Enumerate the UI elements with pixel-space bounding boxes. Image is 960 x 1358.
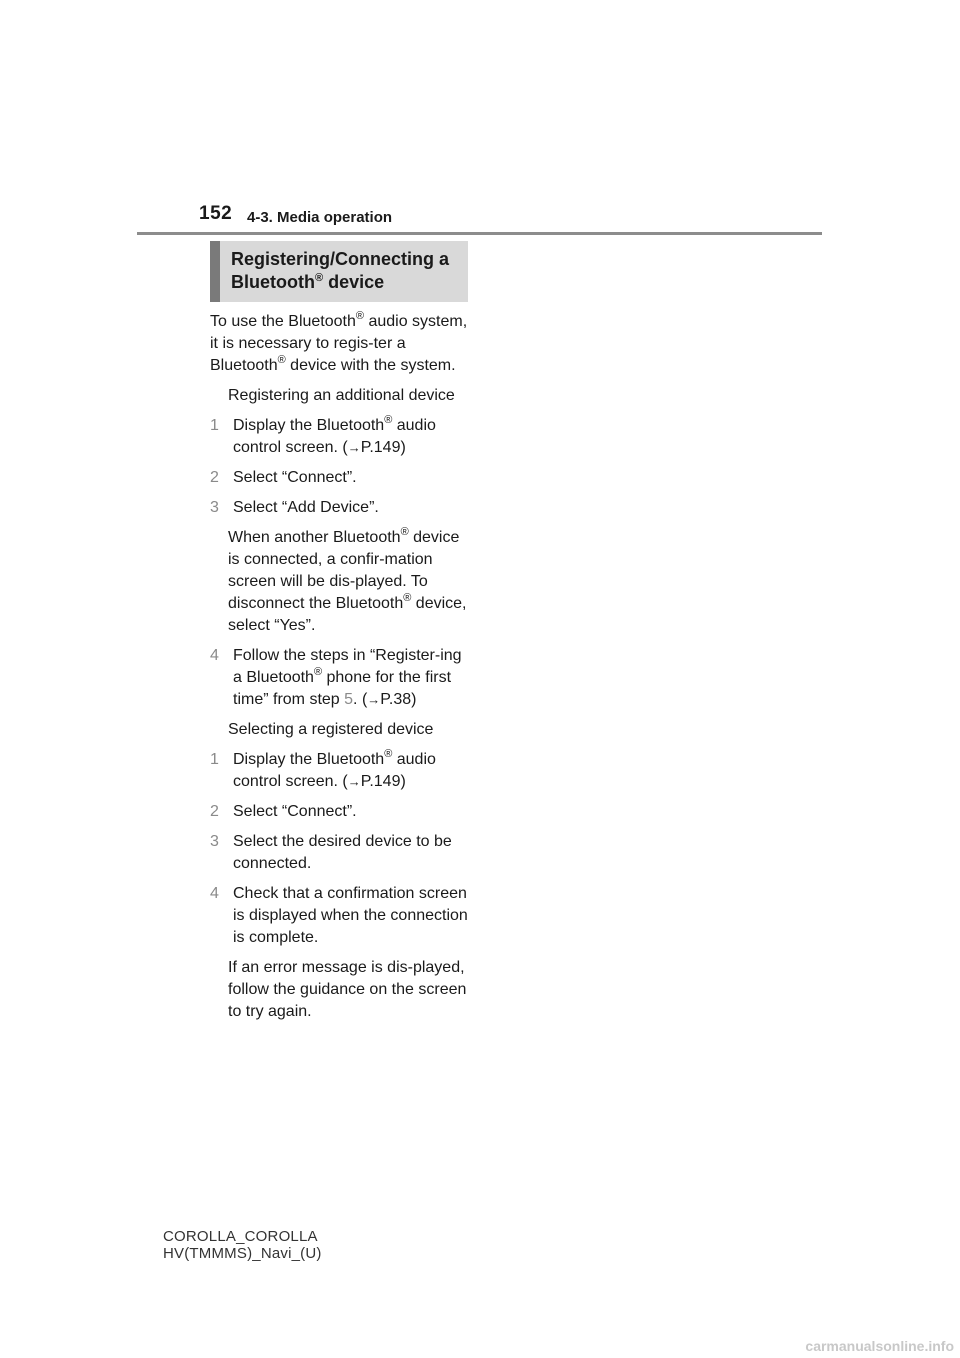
bullet-note xyxy=(210,957,472,1023)
content-column xyxy=(210,311,472,1031)
step-number: 1 xyxy=(210,417,219,434)
heading-line-1: Registering/Connecting a xyxy=(231,249,450,269)
footer-line: HV(TMMMS)_Navi_(U) xyxy=(163,1245,322,1262)
watermark: carmanualsonline.info xyxy=(805,1338,954,1354)
step-1: 1 Display the Bluetooth® audio control screen. (→P.149) xyxy=(210,748,436,790)
step-number: 4 xyxy=(210,885,219,902)
step-text: Select “Add Device”. xyxy=(233,499,379,516)
step-number: 2 xyxy=(210,469,219,486)
registered-mark: ® xyxy=(277,354,286,366)
registered-mark: ® xyxy=(400,526,409,538)
footer-model-code xyxy=(163,1228,322,1262)
section-title: 4-3. Media operation xyxy=(247,209,393,226)
step-number: 4 xyxy=(210,647,219,664)
step-text: Check that a confirmation screen is displayed when the connection is complete. xyxy=(233,885,468,946)
step-text: Select “Connect”. xyxy=(233,803,357,820)
footer-line: COROLLA_COROLLA xyxy=(163,1228,318,1245)
registered-mark: ® xyxy=(403,592,412,604)
step-number: 1 xyxy=(210,751,219,768)
subheading-text: Registering an additional device xyxy=(228,387,455,404)
registered-mark: ® xyxy=(384,414,393,426)
page-ref-link[interactable]: P.38) xyxy=(380,691,417,708)
step-number: 2 xyxy=(210,803,219,820)
step-4 xyxy=(210,883,472,949)
bullet-text: If an error message is dis-played, follow the guidance on the screen to try again. xyxy=(228,959,467,1020)
registered-mark: ® xyxy=(355,310,364,322)
page-number: 152 xyxy=(199,203,233,224)
step-2 xyxy=(210,801,472,823)
step-3 xyxy=(210,497,472,519)
subheading-select xyxy=(210,719,472,741)
step-number: 3 xyxy=(210,833,219,850)
page-ref-link[interactable]: P.149) xyxy=(360,773,406,790)
subheading-text: Selecting a registered device xyxy=(228,721,434,738)
step-2 xyxy=(210,467,472,489)
bullet-note: When another Bluetooth® device is connected, a confir-mation screen will be dis-played. To disconnect the Bluetooth® device, select “Yes”. xyxy=(228,526,467,634)
heading-text: device xyxy=(323,272,385,292)
arrow-right-icon: → xyxy=(367,692,381,707)
registered-mark: ® xyxy=(313,666,323,678)
step-number: 3 xyxy=(210,499,219,516)
subheading-register xyxy=(210,385,472,407)
arrow-right-icon: → xyxy=(347,774,361,789)
step-text: Select “Connect”. xyxy=(233,469,357,486)
section-heading xyxy=(210,241,468,302)
step-ref: 5 xyxy=(344,691,354,708)
heading-line-2 xyxy=(231,271,468,294)
intro-paragraph: To use the Bluetooth® audio system, it is necessary to regis-ter a Bluetooth® device with the system. xyxy=(210,310,468,374)
registered-mark: ® xyxy=(384,748,393,760)
step-3 xyxy=(210,831,472,875)
registered-mark: ® xyxy=(314,272,324,284)
arrow-right-icon: → xyxy=(347,440,361,455)
step-4: 4 Follow the steps in “Register-ing a Bluetooth® phone for the first time” from step 5. (→P.38) xyxy=(210,647,462,708)
heading-text: Bluetooth xyxy=(231,272,315,292)
step-1: 1 Display the Bluetooth® audio control screen. (→P.149) xyxy=(210,414,436,456)
page-ref-link[interactable]: P.149) xyxy=(360,439,406,456)
header-rule xyxy=(137,232,822,235)
step-text: Select the desired device to be connected. xyxy=(233,833,452,872)
